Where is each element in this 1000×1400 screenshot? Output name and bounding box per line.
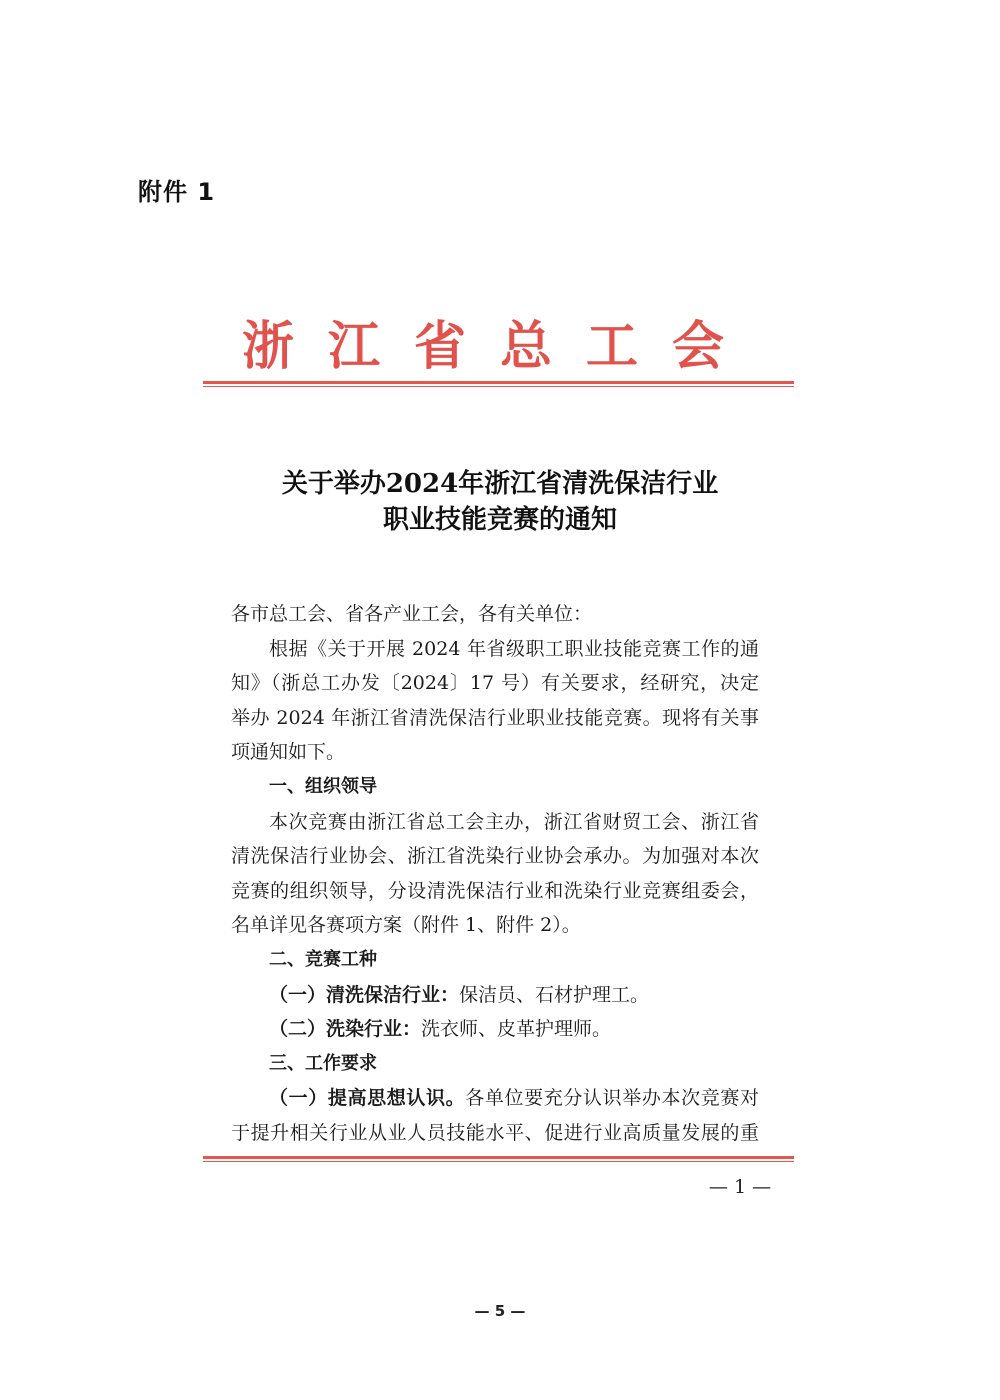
list-item-lead: （一）清洗保洁行业： xyxy=(269,983,460,1006)
section-heading-requirements: 三、工作要求 xyxy=(269,1052,377,1074)
paragraph-line: 清洗保洁行业协会、浙江省洗染行业协会承办。为加强对本次 xyxy=(231,845,759,868)
attachment-label: 附件 1 xyxy=(138,178,216,206)
paragraph-line xyxy=(231,1081,759,1116)
paragraph-line: 于提升相关行业从业人员技能水平、促进行业高质量发展的重 xyxy=(231,1121,759,1144)
paragraph-line: 根据《关于开展 2024 年省级职工职业技能竞赛工作的通 xyxy=(269,637,759,660)
title-line-2: 职业技能竞赛的通知 xyxy=(382,505,617,535)
list-item-text: 洗衣师、皮革护理师。 xyxy=(421,1018,612,1041)
list-item xyxy=(231,1012,759,1047)
document-body xyxy=(231,597,759,1151)
list-item-text: 各单位要充分认识举办本次竞赛对 xyxy=(465,1087,759,1110)
document-title xyxy=(150,466,850,538)
outer-page-number: — 5 — xyxy=(474,1302,526,1320)
section-heading-competition-types: 二、竞赛工种 xyxy=(269,948,377,970)
org-header-title: 浙江省总工会 xyxy=(241,316,758,377)
list-item-lead: （一）提高思想认识。 xyxy=(269,1087,466,1110)
inner-page-number: — 1 — xyxy=(708,1176,772,1198)
paragraph-line: 名单详见各赛项方案（附件 1、附件 2）。 xyxy=(231,914,581,937)
paragraph-line: 举办 2024 年浙江省清洗保洁行业职业技能竞赛。现将有关事 xyxy=(231,706,759,729)
footer-red-rule xyxy=(203,1156,794,1162)
section-heading-organization: 一、组织领导 xyxy=(269,775,377,797)
paragraph-line: 项通知如下。 xyxy=(231,741,346,764)
paragraph-line: 竞赛的组织领导，分设清洗保洁行业和洗染行业竞赛组委会， xyxy=(231,879,759,902)
title-line-1: 关于举办2024年浙江省清洗保洁行业 xyxy=(281,469,719,499)
paragraph-line: 知》（浙总工办发〔2024〕17 号）有关要求，经研究，决定 xyxy=(231,672,759,695)
paragraph-line: 本次竞赛由浙江省总工会主办，浙江省财贸工会、浙江省 xyxy=(269,810,759,833)
list-item-lead: （二）洗染行业： xyxy=(269,1018,422,1041)
list-item-text: 保洁员、石材护理工。 xyxy=(459,983,650,1006)
salutation: 各市总工会、省各产业工会，各有关单位： xyxy=(231,603,593,625)
list-item xyxy=(231,978,759,1013)
header-red-rule xyxy=(203,381,794,387)
